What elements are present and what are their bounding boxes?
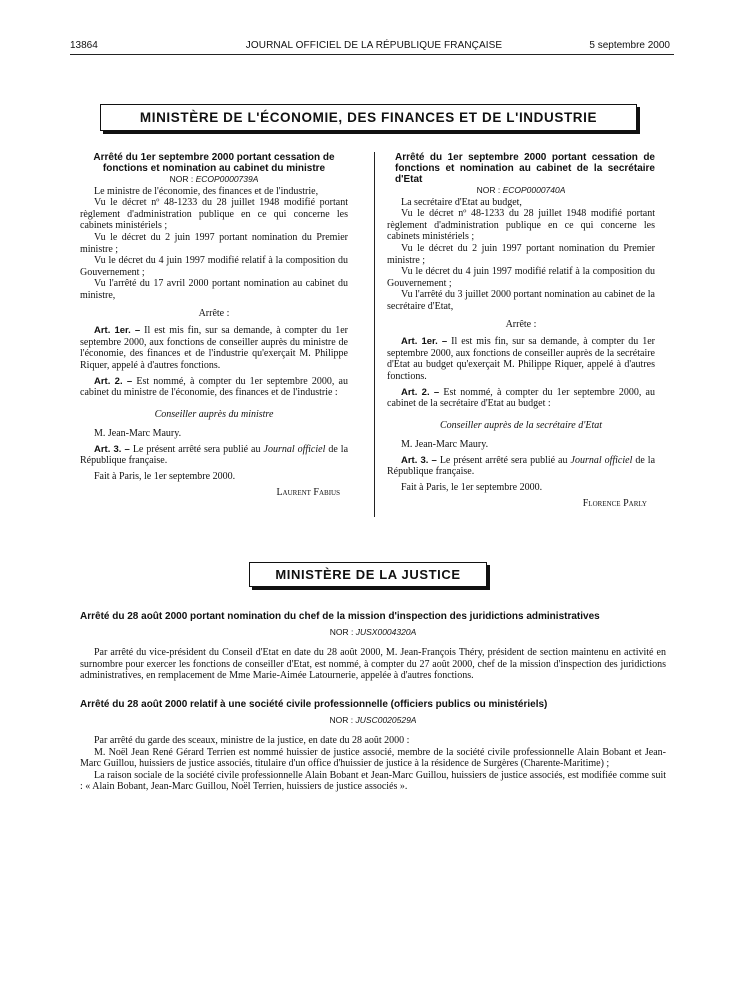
nor-reference bbox=[80, 174, 348, 186]
decree-left-column bbox=[80, 152, 348, 498]
role-heading: Conseiller auprès de la secrétaire d'Etat bbox=[439, 419, 603, 431]
header-rule bbox=[70, 54, 674, 55]
nor-label: NOR : bbox=[169, 174, 194, 184]
nor-reference bbox=[80, 627, 666, 639]
nor-label: NOR : bbox=[329, 626, 354, 637]
preamble-line: Vu le décret du 4 juin 1997 modifié relatif à la composition du Gouvernement ; bbox=[80, 255, 348, 278]
done-at: Fait à Paris, le 1er septembre 2000. bbox=[401, 482, 543, 494]
preamble-line: Vu l'arrêté du 3 juillet 2000 portant nomination au cabinet de la secrétaire d'Etat, bbox=[387, 289, 655, 312]
preamble-line: La secrétaire d'Etat au budget, bbox=[401, 196, 522, 208]
article-1-text: Il est mis fin, sur sa demande, à compter du 1er septembre 2000, aux fonctions de conseiller auprès du ministre de l'économie, des finances et de l'industrie qu'exerçait M. Philippe Riquer, appelé à d'autres fonctions. bbox=[80, 325, 349, 371]
column-divider bbox=[374, 152, 375, 517]
article-1-text: Il est mis fin, sur sa demande, à compter du 1er septembre 2000, aux fonctions de conseiller auprès de la secrétaire d'Etat au budget qu'exerçait M. Philippe Riquer, appelé à d'autres fonctions. bbox=[387, 336, 656, 382]
signature: Laurent Fabius bbox=[276, 486, 340, 498]
decree-body-line: M. Noël Jean René Gérard Terrien est nommé huissier de justice associé, membre de la société civile professionnelle Alain Bobant et Jean-Marc Guillou, huissiers de justice associés, titulaire d'un office d'huissier de justice à la résidence de Surgères (Charente-Maritime) ; bbox=[80, 746, 666, 769]
nor-label: NOR : bbox=[329, 714, 354, 725]
decree-title: Arrêté du 1er septembre 2000 portant cessation de fonctions et nomination au cabinet du ministre bbox=[93, 152, 335, 174]
journal-title: JOURNAL OFFICIEL DE LA RÉPUBLIQUE FRANÇAISE bbox=[245, 40, 503, 51]
article-3-label: Art. 3. – bbox=[401, 454, 437, 466]
decree-title: Arrêté du 28 août 2000 relatif à une société civile professionnelle (officiers publics ou ministériels) bbox=[80, 699, 548, 710]
decree-title: Arrêté du 28 août 2000 portant nomination du chef de la mission d'inspection des juridictions administratives bbox=[80, 611, 600, 622]
decree-body-line: La raison sociale de la société civile professionnelle Alain Bobant et Jean-Marc Guillou, huissiers de justice associés, est modifiée comme suit : « Alain Bobant, Jean-Marc Guillou, Noël Terrien, huissiers de justice associés ». bbox=[80, 769, 666, 792]
role-heading: Conseiller auprès du ministre bbox=[154, 408, 274, 420]
article-2-label: Art. 2. – bbox=[94, 375, 133, 387]
article-3 bbox=[80, 444, 348, 467]
decree-body: Par arrêté du vice-président du Conseil d'Etat en date du 28 août 2000, M. Jean-François Théry, président de section maintenu en activité en surnombre pour exercer les fonctions de conseiller d'Etat, est nommé, à compter du 27 août 2000, chef de la mission d'inspection des juridictions administratives, en remplacement de Mme Marie-Aimée Latournerie, appelée à d'autres fonctions. bbox=[80, 647, 666, 681]
nor-code: ECOP0000739A bbox=[195, 174, 259, 184]
article-1 bbox=[80, 325, 348, 371]
preamble-line: Vu l'arrêté du 17 avril 2000 portant nomination au cabinet du ministre, bbox=[80, 278, 348, 301]
signature: Florence Parly bbox=[582, 497, 647, 509]
preamble-line: Vu le décret du 2 juin 1997 portant nomination du Premier ministre ; bbox=[387, 242, 655, 266]
decree-body-line: Par arrêté du garde des sceaux, ministre de la justice, en date du 28 août 2000 : bbox=[94, 735, 410, 746]
nor-code: JUSC0020529A bbox=[355, 714, 417, 725]
page-number: 13864 bbox=[70, 40, 98, 51]
ministry-justice-heading: MINISTÈRE DE LA JUSTICE bbox=[249, 562, 487, 587]
decree-right-column bbox=[387, 152, 655, 509]
ministry-economy-heading: MINISTÈRE DE L'ÉCONOMIE, DES FINANCES ET DE L'INDUSTRIE bbox=[100, 104, 637, 131]
article-3-text-post: de la République française. bbox=[80, 443, 349, 467]
nor-code: ECOP0000740A bbox=[502, 185, 566, 195]
article-3 bbox=[387, 455, 655, 478]
article-3-label: Art. 3. – bbox=[94, 443, 130, 455]
preamble-line: Vu le décret nº 48-1233 du 28 juillet 1948 modifié portant règlement d'administration publique en ce qui concerne les cabinets ministériels ; bbox=[387, 208, 655, 243]
issue-date: 5 septembre 2000 bbox=[589, 40, 670, 51]
appointee: M. Jean-Marc Maury. bbox=[401, 439, 489, 451]
preamble-line: Vu le décret du 4 juin 1997 modifié relatif à la composition du Gouvernement ; bbox=[387, 266, 655, 289]
appointee: M. Jean-Marc Maury. bbox=[94, 428, 182, 440]
decree-title: Arrêté du 1er septembre 2000 portant cessation de fonctions et nomination au cabinet de la secrétaire d'Etat bbox=[395, 152, 655, 185]
journal-name: Journal officiel bbox=[570, 454, 633, 466]
arrete-label: Arrête : bbox=[505, 318, 537, 330]
article-2-label: Art. 2. – bbox=[401, 386, 440, 398]
arrete-label: Arrête : bbox=[198, 307, 230, 319]
article-2-text: Est nommé, à compter du 1er septembre 2000, au cabinet de la secrétaire d'Etat au budget : bbox=[387, 386, 655, 410]
article-2 bbox=[387, 387, 655, 410]
nor-label: NOR : bbox=[476, 185, 501, 195]
justice-decree-2 bbox=[80, 699, 666, 793]
article-2 bbox=[80, 376, 348, 399]
article-1-label: Art. 1er. – bbox=[94, 325, 141, 337]
preamble-line: Vu le décret nº 48-1233 du 28 juillet 1948 modifié portant règlement d'administration publique en ce qui concerne les cabinets ministériels ; bbox=[80, 197, 348, 232]
article-2-text: Est nommé, à compter du 1er septembre 2000, au cabinet du ministre de l'économie, des finances et de l'industrie : bbox=[80, 375, 348, 399]
justice-decree-1 bbox=[80, 611, 666, 682]
preamble-line: Le ministre de l'économie, des finances et de l'industrie, bbox=[94, 185, 319, 197]
article-1 bbox=[387, 336, 655, 382]
article-3-text-pre: Le présent arrêté sera publié au bbox=[439, 454, 568, 466]
nor-reference bbox=[80, 715, 666, 727]
article-3-text-pre: Le présent arrêté sera publié au bbox=[132, 443, 261, 455]
article-3-text-post: de la République française. bbox=[387, 454, 656, 478]
nor-code: JUSX0004320A bbox=[355, 626, 417, 637]
nor-reference bbox=[387, 185, 655, 197]
journal-name: Journal officiel bbox=[263, 443, 326, 455]
done-at: Fait à Paris, le 1er septembre 2000. bbox=[94, 471, 236, 483]
preamble-line: Vu le décret du 2 juin 1997 portant nomination du Premier ministre ; bbox=[80, 231, 348, 255]
article-1-label: Art. 1er. – bbox=[401, 336, 448, 348]
